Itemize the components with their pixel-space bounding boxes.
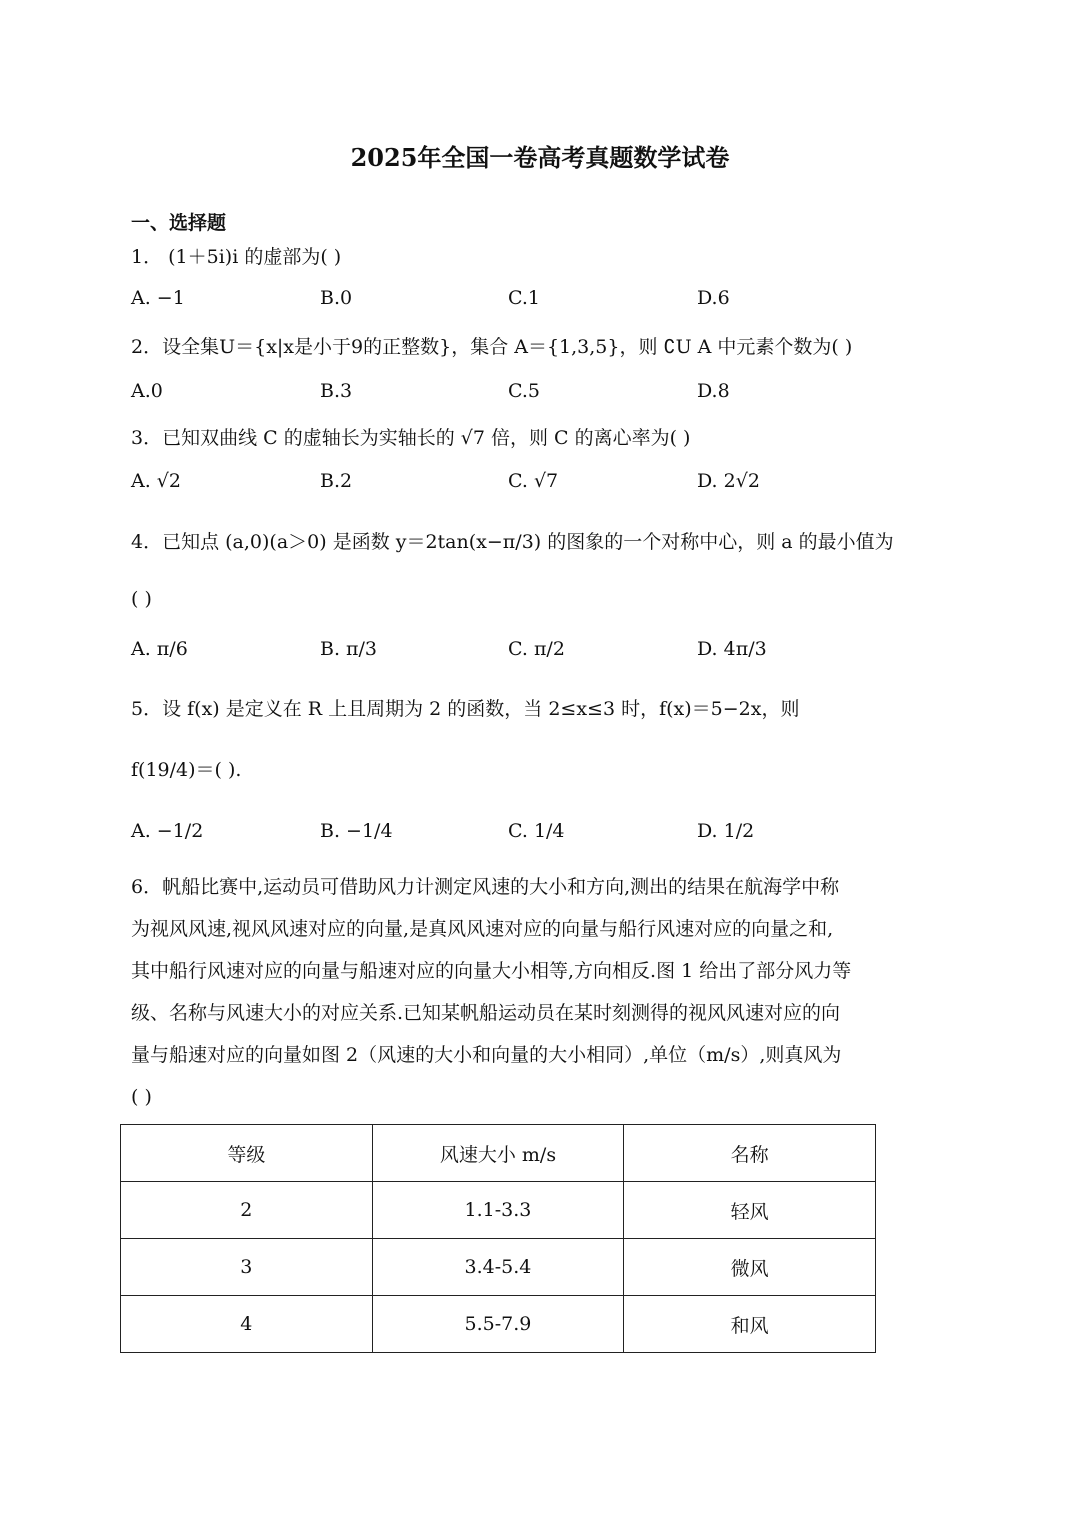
q1-option-b: B.0 — [320, 287, 353, 309]
q4-option-d: D. 4π/3 — [697, 638, 767, 660]
table-header-cell: 名称 — [624, 1125, 876, 1182]
q1-option-c: C.1 — [508, 287, 540, 309]
question-5-expr: f(19/4)＝( ). — [131, 759, 242, 781]
q6-line: 其中船行风速对应的向量与船速对应的向量大小相等,方向相反.图 1 给出了部分风力等 — [131, 960, 852, 982]
table-cell: 3 — [121, 1239, 373, 1296]
q2-option-d: D.8 — [697, 380, 730, 402]
question-4-paren: ( ) — [131, 588, 152, 610]
q4-option-b: B. π/3 — [320, 638, 378, 660]
q5-option-b: B. −1/4 — [320, 820, 393, 842]
q2-option-c: C.5 — [508, 380, 540, 402]
q1-option-a: A. −1 — [131, 287, 185, 309]
table-cell: 5.5-7.9 — [372, 1296, 624, 1353]
exam-title: 2025年全国一卷高考真题数学试卷 — [350, 143, 730, 172]
table-cell: 轻风 — [624, 1182, 876, 1239]
table-cell: 1.1-3.3 — [372, 1182, 624, 1239]
q6-line: ( ) — [131, 1086, 152, 1108]
wind-scale-table — [120, 1124, 876, 1353]
table-row — [121, 1239, 876, 1296]
table-cell: 和风 — [624, 1296, 876, 1353]
q3-option-c: C. √7 — [508, 470, 559, 492]
q6-line: 量与船速对应的向量如图 2（风速的大小和向量的大小相同）,单位（m/s）,则真风为 — [131, 1044, 842, 1066]
q3-option-d: D. 2√2 — [697, 470, 760, 492]
q6-line: 6．帆船比赛中,运动员可借助风力计测定风速的大小和方向,测出的结果在航海学中称 — [131, 876, 840, 898]
question-3: 3．已知双曲线 C 的虚轴长为实轴长的 √7 倍，则 C 的离心率为( ) — [131, 427, 691, 449]
q6-line: 为视风风速,视风风速对应的向量,是真风风速对应的向量与船行风速对应的向量之和, — [131, 918, 834, 940]
q4-option-c: C. π/2 — [508, 638, 565, 660]
q6-line: 级、名称与风速大小的对应关系.已知某帆船运动员在某时刻测得的视风风速对应的向 — [131, 1002, 841, 1024]
q5-option-c: C. 1/4 — [508, 820, 565, 842]
table-header-cell: 风速大小 m/s — [372, 1125, 624, 1182]
question-2: 2．设全集U＝{x|x是小于9的正整数}，集合 A＝{1,3,5}，则 ∁U A 中元素个数为( ) — [131, 336, 853, 358]
q3-option-b: B.2 — [320, 470, 353, 492]
q5-option-a: A. −1/2 — [131, 820, 204, 842]
table-cell: 3.4-5.4 — [372, 1239, 624, 1296]
table-cell: 2 — [121, 1182, 373, 1239]
question-6 — [131, 866, 951, 1118]
question-5: 5．设 f(x) 是定义在 R 上且周期为 2 的函数，当 2≤x≤3 时，f(x)＝5−2x，则 — [131, 698, 800, 720]
q3-option-a: A. √2 — [131, 470, 181, 492]
q2-option-a: A.0 — [131, 380, 163, 402]
table-cell: 微风 — [624, 1239, 876, 1296]
q5-option-d: D. 1/2 — [697, 820, 755, 842]
q2-option-b: B.3 — [320, 380, 353, 402]
table-header-cell: 等级 — [121, 1125, 373, 1182]
q1-option-d: D.6 — [697, 287, 730, 309]
section-heading: 一、选择题 — [131, 212, 227, 234]
question-1: 1． (1＋5i)i 的虚部为( ) — [131, 246, 342, 268]
table-row — [121, 1182, 876, 1239]
question-4: 4．已知点 (a,0)(a＞0) 是函数 y＝2tan(x−π/3) 的图象的一个对称中心，则 a 的最小值为 — [131, 531, 894, 553]
table-row — [121, 1296, 876, 1353]
table-cell: 4 — [121, 1296, 373, 1353]
q4-option-a: A. π/6 — [131, 638, 188, 660]
table-header-row — [121, 1125, 876, 1182]
